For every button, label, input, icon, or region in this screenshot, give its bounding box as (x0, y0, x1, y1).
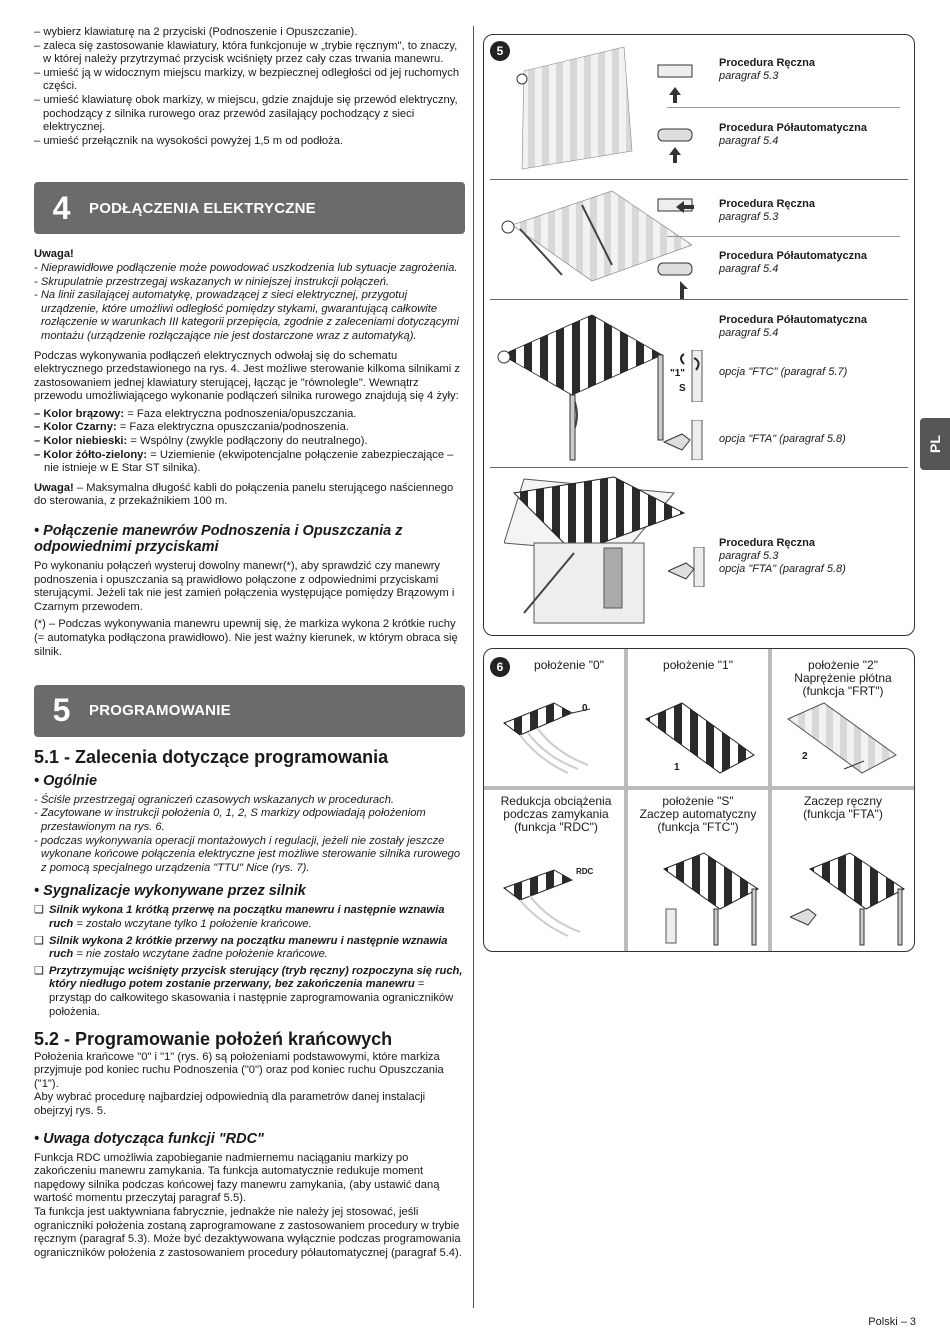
procedure-label: Procedura Ręczna paragraf 5.3 (719, 57, 815, 82)
wire-item: – Kolor Czarny: = Faza elektryczna opuszczania/podnoszenia. (34, 421, 349, 434)
option-fta: opcja "FTA" (paragraf 5.8) (719, 433, 846, 445)
mark-0: 0 (582, 703, 588, 714)
wire-item: – Kolor niebieski: = Wspólny (zwykle podłączony do neutralnego). (34, 435, 368, 448)
cell-label-position-2: położenie "2" Naprężenie płótna (funkcja "FRT") (794, 658, 892, 698)
awning-position-2-illustration (784, 699, 904, 781)
warning-list (34, 262, 464, 344)
paragraph: (*) – Podczas wykonywania manewru upewnij się, że markiza wykona 2 krótkie ruchy (= automatyka podłączona prawidłowo). Nie jest ważny kierunek, w którym obraca się silnik. (34, 618, 458, 658)
control-icons (654, 57, 709, 167)
procedure-label: Procedura Półautomatyczna paragraf 5.4 (719, 122, 867, 147)
figure-badge: 5 (490, 41, 510, 61)
intro-item: – umieść przełącznik na wysokości powyżej 1,5 m od podłoża. (34, 134, 344, 147)
section-5-header (34, 685, 465, 737)
position-label-1: "1" (670, 368, 686, 379)
figure-5-panel (483, 34, 915, 636)
intro-list (34, 26, 464, 148)
cell-label-fta: Zaczep ręczny (funkcja "FTA") (803, 794, 883, 821)
divider-line (490, 299, 908, 300)
divider-line (490, 467, 908, 468)
awning-fta-illustration (790, 849, 910, 947)
option-ftc: opcja "FTC" (paragraf 5.7) (719, 366, 848, 378)
general-item: - Zacytowane w instrukcji położenia 0, 1, 2, S markizy odpowiadają położeniom przestawionym na rys. 6. (34, 807, 426, 833)
intro-item: – umieść ją w widocznym miejscu markizy, w bezpiecznej odległości od jej ruchomych części. (34, 66, 460, 93)
paragraph: Podczas wykonywania podłączeń elektrycznych odwołaj się do schematu elektrycznego przedstawionego na rys. 4. Jest możliwe sterowanie kilkoma silnikami z zastosowaniem jednej klawiatury sterującej, łącząc je "równolegle". Wewnątrz przewodu umożliwiającego wykonanie podłączeń silnika rurowego znajdują się 4 żyły: (34, 349, 460, 403)
cell-label-position-0: położenie "0" (534, 658, 604, 672)
mark-2: 2 (802, 751, 808, 762)
general-item: - podczas wykonywania operacji montażowych i regulacji, jeżeli nie zostały jeszcze wykonane końcowe połączenia elektryczne jest możliwe sterowanie silnika rurowego z pomocą specjalnego urządzenia "TTU" Nice (rys. 7). (34, 834, 461, 874)
awning-position-1-illustration (642, 699, 762, 781)
divider-line (667, 236, 900, 237)
cell-label-rdc: Redukcja obciążenia podczas zamykania (funkcja "RDC") (500, 794, 612, 834)
procedure-label: Procedura Półautomatyczna paragraf 5.4 (719, 314, 867, 339)
section-number: 4 (52, 189, 71, 226)
signal-item: ❑ Silnik wykona 2 krótkie przerwy na początku manewru i następnie wznawia ruch = nie zostało wczytane żadne położenie krańcowe. (34, 935, 464, 962)
section-title: PODŁĄCZENIA ELEKTRYCZNE (89, 199, 316, 217)
subheading: • Ogólnie (34, 772, 98, 789)
warning-item: - Nieprawidłowe podłączenie może powodować uszkodzenia lub sytuacje zagrożenia. (34, 261, 458, 274)
figure-badge: 6 (490, 657, 510, 677)
warning-title: Uwaga! (34, 248, 74, 261)
section-number: 5 (52, 692, 71, 729)
procedure-label: Procedura Ręczna paragraf 5.3 opcja "FTA" (paragraf 5.8) (719, 537, 846, 575)
left-column (34, 26, 464, 1264)
figure-6-panel (483, 648, 915, 952)
awning-rdc-illustration (498, 864, 618, 944)
subheading: • Połączenie manewrów Podnoszenia i Opuszczania z odpowiednimi przyciskami (34, 523, 403, 556)
paragraph: Aby wybrać procedurę najbardziej odpowiednią dla parametrów danej instalacji obejrzyj rys. 5. (34, 1091, 426, 1118)
heading-5-1: 5.1 - Zalecenia dotyczące programowania (34, 747, 389, 768)
section-title: PROGRAMOWANIE (89, 702, 231, 720)
general-list (34, 794, 464, 876)
paragraph: Funkcja RDC umożliwia zapobieganie nadmiernemu naciąganiu markizy po zakończeniu manewru zamykania. Ta funkcja automatycznie redukuje moment napędowy silnika podczas końcowej fazy manewru zamykania, (aby ustawić daną wartość momentu przeczytaj paragraf 5.5). (34, 1151, 440, 1205)
procedure-label: Procedura Ręczna paragraf 5.3 (719, 198, 815, 223)
paragraph: Położenia krańcowe "0" i "1" (rys. 6) są położeniami podstawowymi, które markiza przyjmuje pod koniec ruchu Podnoszenia ("0") oraz pod koniec ruchu Opuszczania ("1"). (34, 1050, 444, 1090)
intro-item: – zaleca się zastosowanie klawiatury, która funkcjonuje w „trybie ręcznym", to znaczy, w której należy przytrzymać przycisk wciśnięty przez cały czas trwania manewru. (34, 39, 458, 66)
procedure-label: Procedura Półautomatyczna paragraf 5.4 (719, 250, 867, 275)
signal-item: ❑ Przytrzymując wciśnięty przycisk sterujący (tryb ręczny) rozpoczyna się ruch, który niedługo potem zostanie przerwany, bez zakończenia manewru = przystąp do całkowitego skasowania i następnie zaprogramowania ograniczników położenia. (34, 965, 464, 1019)
intro-item: – umieść klawiaturę obok markizy, w miejscu, gdzie znajduje się przewód elektryczny, pochodzący z silnika rurowego oraz przewód zasilający pochodzący z sieci elektrycznej. (34, 93, 458, 134)
paragraph: Po wykonaniu połączeń wysteruj dowolny manewr(*), aby sprawdzić czy manewry podnoszenia i opuszczania są prawidłowo połączone z odpowiednimi przyciskami sterującymi. Jeżeli tak nie jest zamień połączenia występujące pomiędzy Brązowym i Czarnym przewodem. (34, 560, 455, 613)
page-footer: Polski – 3 (868, 1316, 916, 1328)
signal-item: ❑ Silnik wykona 1 krótką przerwę na początku manewru i następnie wznawia ruch = zostało wczytane tylko 1 położenie krańcowe. (34, 904, 464, 931)
wire-item: – Kolor żółto-zielony: = Uziemienie (ekwipotencjalne połączenie zabezpieczające – nie istnieje w E Star ST silnika). (34, 448, 454, 475)
heading-5-2: 5.2 - Programowanie położeń krańcowych (34, 1029, 393, 1050)
awning-position-0-illustration (498, 699, 618, 781)
control-icons (654, 195, 709, 305)
subheading: • Uwaga dotycząca funkcji "RDC" (34, 1130, 264, 1147)
awning-ftc-illustration (644, 849, 764, 947)
warning-note: Uwaga! – Maksymalna długość kabli do połączenia panelu sterującego naściennego do sterowania, z przekaźnikiem 100 m. (34, 481, 454, 508)
section-4-header (34, 182, 465, 234)
general-item: - Ściśle przestrzegaj ograniczeń czasowych wskazanych w procedurach. (34, 793, 395, 806)
column-divider (473, 26, 474, 1308)
language-tab: PL (920, 418, 950, 470)
warning-item: - Skrupulatnie przestrzegaj wskazanych w niniejszej instrukcji połączeń. (34, 275, 390, 288)
hand-crank-icon (660, 420, 710, 460)
wire-list (34, 408, 464, 476)
mark-1: 1 (674, 762, 680, 773)
window-awning-illustration (504, 473, 694, 628)
warning-item: - Na linii zasilającej automatykę, prowadzącej z sieci elektrycznej, przygotuj urządzenie, które umożliwi odległość pomiędzy stykami, gwarantującą całkowite rozłączenie w warunkach III kategorii przepięcia, zgodnie z zaleceniami dotyczącymi montażu (urządzenie rozłączające nie jest dostarczone wraz z automatyką). (34, 289, 459, 342)
cell-label-position-1: położenie "1" (663, 658, 733, 672)
subheading: • Sygnalizacje wykonywane przez silnik (34, 883, 306, 900)
wire-item: – Kolor brązowy: = Faza elektryczna podnoszenia/opuszczania. (34, 407, 357, 420)
veranda-awning-illustration (492, 305, 672, 465)
roller-blind-illustration (514, 41, 639, 171)
paragraph: Ta funkcja jest uaktywniana fabrycznie, jednakże nie należy jej stosować, jeśli ograniczniki położenia zostaną zaprogramowane z zastosowaniem procedury w trybie ręcznym (paragraf 5.3). Może być dezaktywowana wyłącznie podczas programowania ograniczników położenia z zastosowaniem procedury półautomatycznej (paragraf 5.4). (34, 1206, 462, 1259)
hand-crank-icon (668, 547, 712, 587)
cell-label-ftc: położenie "S" Zaczep automatyczny (funkcja "FTC") (639, 794, 757, 834)
divider-line (667, 107, 900, 108)
mark-rdc: RDC (576, 867, 594, 876)
intro-item: – wybierz klawiaturę na 2 przyciski (Podnoszenie i Opuszczanie). (34, 26, 358, 38)
signals-list (34, 904, 464, 1019)
divider-line (490, 179, 908, 180)
position-label-s: S (679, 383, 686, 394)
